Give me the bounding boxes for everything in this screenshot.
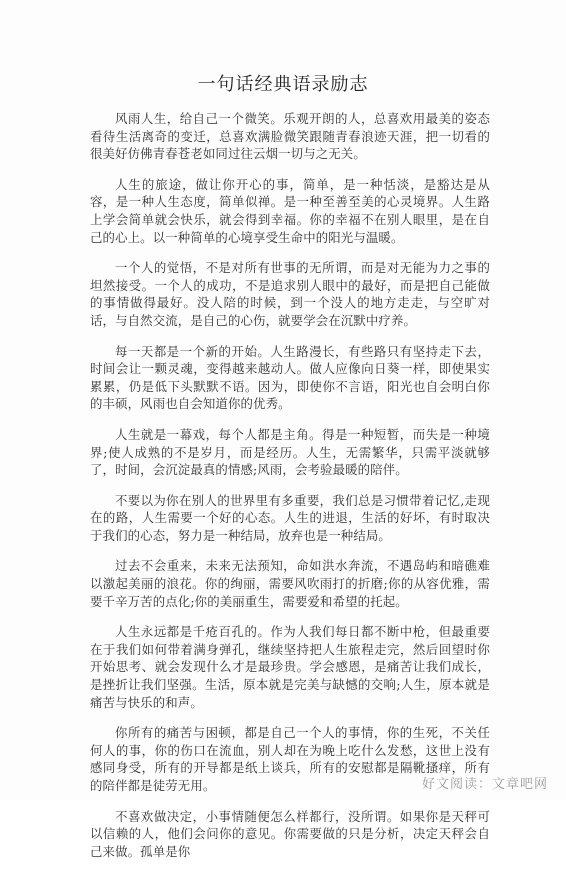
document-title: 一句话经典语录励志 [197, 74, 369, 95]
paragraph: 风雨人生，给自己一个微笑。乐观开朗的人，总喜欢用最美的姿态看待生活离奇的变迁，总喜欢满脸微笑跟随青春浪迹天涯，把一切看的很美好仿佛青春苍老如同过往云烟一切与之无关。 [90, 111, 490, 162]
paragraph: 人生永远都是千疮百孔的。作为人我们每日都不断中枪，但最重要在于我们如何带着满身弹孔，继续坚持把人生旅程走完，然后回望时你开始思考、就会发现什么才是最珍贵。学会感恩，是痛苦让我们成长，是挫折让我们坚强。生活，原本就是完美与缺憾的交响;人生，原本就是痛苦与快乐的和声。 [90, 624, 490, 710]
paragraph: 过去不会重来，未来无法预知，命如洪水奔流，不遇岛屿和暗礁难以激起美丽的浪花。你的绚丽，需要风吹雨打的折磨;你的从容优雅，需要千辛万苦的点化;你的美丽重生，需要爱和希望的托起。 [90, 558, 490, 609]
paragraph: 一个人的觉悟，不是对所有世事的无所谓，而是对无能为力之事的坦然接受。一个人的成功，不是追求别人眼中的最好，而是把自己能做的事情做得最好。没人陪的时候，到一个没人的地方走走，与空旷对话，与自然交流，是自己的心伤，就要学会在沉默中疗养。 [90, 260, 490, 328]
paragraph: 每一天都是一个新的开始。人生路漫长，有些路只有坚持走下去，时间会让一颗灵魂，变得越来越动人。做人应像向日葵一样，即使果实累累，仍是低下头默默不语。因为，即使你不言语，阳光也自会明白你的丰硕，风雨也自会知道你的优秀。 [90, 343, 490, 412]
paragraph: 你所有的痛苦与困顿，都是自己一个人的事情，你的生死，不关任何人的事，你的伤口在流血，别人却在为晚上吃什么发愁，这世上没有感同身受，所有的开导都是纸上谈兵，所有的安慰都是隔靴搔痒，所有的陪伴都是徒劳无用。 [90, 725, 490, 793]
document-body [90, 110, 490, 873]
paragraph: 人生就是一幕戏，每个人都是主角。得是一种短暂，而失是一种境界;使人成熟的不是岁月，而是经历。人生，无需繁华，只需平淡就够了，时间，会沉淀最真的情感;风雨，会考验最暖的陪伴。 [90, 426, 490, 478]
paragraph: 不要以为你在别人的世界里有多重要，我们总是习惯带着记忆,走现在的路，人生需要一个好的心态。人生的进退，生活的好坏，有时取决于我们的心态，努力是一种结局，放弃也是一种结局。 [90, 492, 490, 543]
paragraph: 人生的旅途，做让你开心的事，简单，是一种恬淡，是豁达是从容，是一种人生态度，简单似禅。是一种至善至美的心灵境界。人生路上学会简单就会快乐，就会得到幸福。你的幸福不在别人眼里，是在自己的心上。以一种简单的心境享受生命中的阳光与温暖。 [90, 176, 490, 245]
paragraph: 不喜欢做决定，小事情随便怎么样都行，没所谓。如果你是天秤可以信赖的人，他们会问你的意见。你需要做的只是分析，决定天秤会自己来做。孤单是你 [90, 808, 490, 859]
footer-watermark: 好文阅读：文章吧网 [421, 777, 548, 792]
